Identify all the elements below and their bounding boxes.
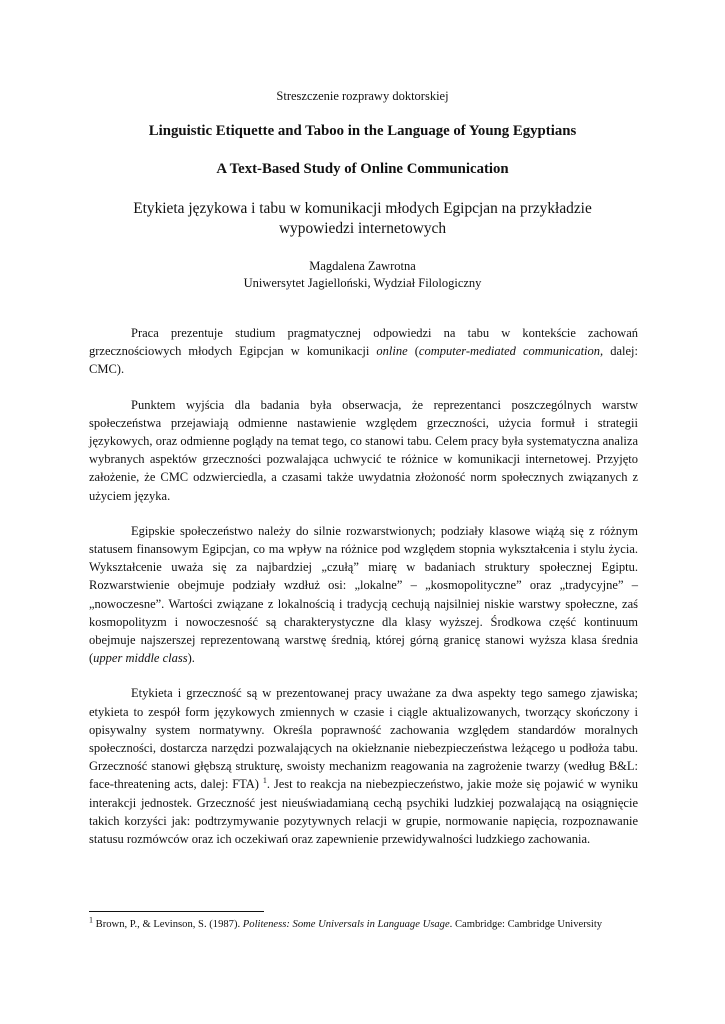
paragraph-2: Punktem wyjścia dla badania była obserwacja, że reprezentanci poszczególnych warstw społeczeństwa przejawiają odmienne nastawienie względem grzeczności, użycia formuł i strategii językowych, oraz odmienne poglądy na temat tego, co stanowi tabu. Celem pracy była systematyczna analiza wybranych aspektów grzeczności pozwalająca uchwycić te różnice w komunikacji internetowej. Przyjęto założenie, że CMC odzwierciedla, a czasami także uwydatnia złożoność norm społecznych związanych z użyciem języka. (89, 397, 638, 503)
title-polish-line-1: Etykieta językowa i tabu w komunikacji młodych Egipcjan na przykładzie (133, 200, 592, 217)
title-english: Linguistic Etiquette and Taboo in the Language of Young Egyptians (148, 123, 577, 139)
body-text (89, 324, 638, 865)
paragraph-3 (89, 522, 638, 668)
author-name: Magdalena Zawrotna (309, 259, 416, 273)
paragraph-4 (89, 684, 638, 848)
paragraph-4-text-b: . Jest to reakcja na niebezpieczeństwo, jakie może się pojawić w wyniku interakcji jednostek. Grzeczność jest nieuświadamianą cechą psychiki ludzkiej pozwalającą na osiągnięcie takich korzyści jak: podtrzymywanie pozytywnych relacji w grupie, normowanie napięcia, rozpoznawanie statusu rozmówców oraz ich oczekiwań oraz zapewnienie przewidywalności ludzkiego zachowania. (89, 777, 638, 847)
footnote-book-title: Politeness: Some Universals in Language Usage (242, 919, 450, 930)
title-polish-line-2: wypowiedzi internetowych (278, 220, 447, 237)
paragraph-1-text-b: ( (407, 344, 419, 359)
subtitle-english: A Text-Based Study of Online Communication (216, 161, 509, 177)
footnote-text-b: . Cambridge: Cambridge University (449, 919, 603, 930)
footnote-text-a: Brown, P., & Levinson, S. (1987). (93, 919, 243, 930)
paragraph-1-text-a: Praca prezentuje studium pragmatycznej odpowiedzi na tabu w kontekście zachowań grzecznościowych młodych Egipcjan w komunikacji (89, 326, 638, 359)
title-polish (0, 199, 725, 239)
paragraph-1-online: online (376, 344, 408, 359)
footnote (89, 915, 638, 930)
footnote-number: 1 (89, 915, 93, 925)
paragraph-3-text-a: Egipskie społeczeństwo należy do silnie rozwarstwionych; podziały klasowe wiążą się z różnym statusem finansowym Egipcjan, co ma wpływ na różnice pod względem stopnia wykształcenia i stylu życia. Wykształcenie uważa się za najbardziej „czułą” miarę w badaniach struktury społecznej Egiptu. Rozwarstwienie obejmuje podziały wzdłuż osi: „lokalne” – „kosmopolityczne” oraz „tradycyjne” – „nowoczesne”. Wartości związane z lokalnością i tradycją cechują najsilniej niskie warstwy społeczne, zaś kosmopolityzm i nowoczesność są charakterystyczne dla klasy wyższej. Środkowa część kontinuum obejmuje najszerszej reprezentowaną warstwę średnią, której górną granicę stanowi wyższa klasa średnia ( (89, 523, 638, 666)
paragraph-1-text-c: dalej: CMC). (89, 344, 638, 377)
paragraph-3-text-b: ). (187, 651, 195, 666)
footnote-divider (89, 911, 264, 912)
footnote-reference[interactable]: 1 (262, 776, 267, 786)
author-affiliation: Uniwersytet Jagielloński, Wydział Filologiczny (243, 276, 482, 290)
paragraph-4-text-a: Etykieta i grzeczność są w prezentowanej pracy uważane za dwa aspekty tego samego zjawiska; etykieta to zespół form językowych zmiennych w czasie i ciągle aktualizowanych, tworzący skończony i opisywalny system normatywny. Określa poprawność zachowania względem standardów moralnych społeczności, dostarcza narzędzi pozwalających na okiełznanie niebezpieczeństwa leżącego u podłoża tabu. Grzeczność stanowi głębszą strukturę, swoisty mechanizm reagowania na zagrożenie twarzy (według B&L: face-threatening acts, dalej: FTA) (89, 686, 638, 792)
paragraph-1 (89, 324, 638, 379)
paragraph-1-cmc: computer-mediated communication, (418, 344, 604, 359)
paragraph-3-upper-middle-class: upper middle class (93, 651, 188, 666)
document-type: Streszczenie rozprawy doktorskiej (276, 89, 449, 103)
